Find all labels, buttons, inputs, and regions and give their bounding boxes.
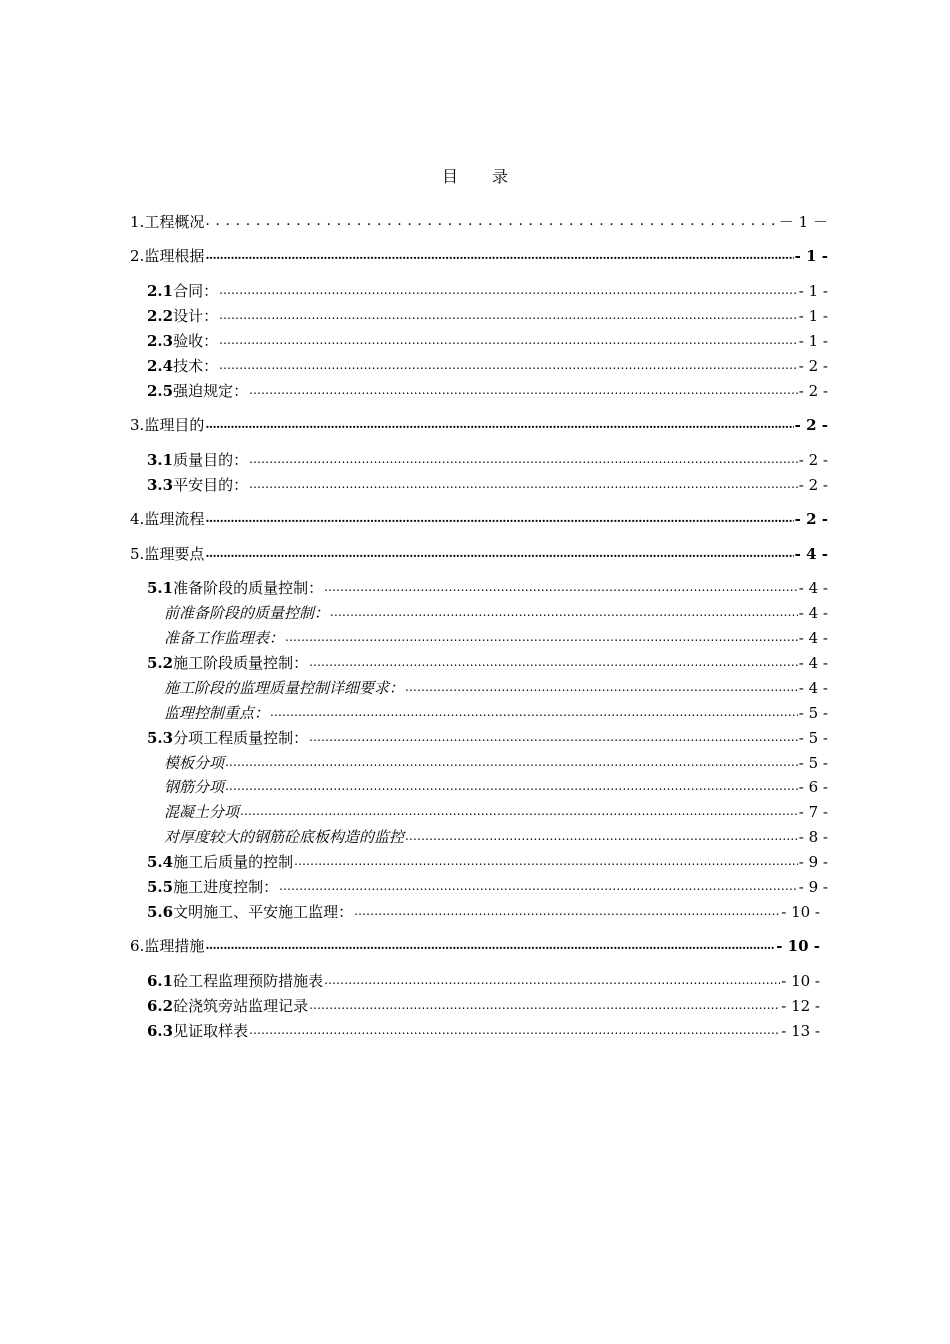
toc-entry-number: 3.3 [147, 476, 174, 494]
toc-entry-25[interactable] [147, 877, 828, 897]
toc-entry-number: 6.2 [147, 997, 174, 1015]
toc-entry-page: - 5 - [798, 754, 828, 772]
toc-entry-number: 5.4 [147, 853, 174, 871]
toc-leader-dots [324, 969, 780, 990]
toc-entry-page: - 2 - [798, 382, 828, 400]
toc-entry-page: - 2 - [794, 416, 828, 434]
toc-entry-label: 混凝土分项 [164, 803, 240, 821]
toc-entry-page: - 1 - [798, 307, 828, 325]
toc-entry-label: 前准备阶段的质量控制： [164, 604, 330, 622]
toc-leader-dots [225, 751, 798, 772]
toc-entry-label: 监理措施 [144, 937, 205, 955]
toc-leader-dots [285, 626, 798, 647]
toc-leader-dots [324, 576, 798, 597]
toc-entry-label: 强迫规定： [173, 382, 249, 400]
toc-entry-number: 2.2 [147, 307, 174, 325]
toc-entry-number: 2.4 [147, 357, 174, 375]
toc-entry-number: 5.1 [147, 579, 174, 597]
toc-entry-page: - 2 - [798, 451, 828, 469]
toc-entry-14[interactable] [164, 603, 828, 623]
toc-entry-24[interactable] [147, 852, 828, 872]
toc-entry-label: 技术： [173, 357, 219, 375]
toc-leader-dots [240, 800, 798, 821]
toc-entry-page: - 2 - [798, 476, 828, 494]
toc-entry-page: - 4 - [798, 629, 828, 647]
toc-entry-29[interactable] [147, 996, 820, 1016]
toc-leader-dots [405, 825, 798, 846]
toc-leader-dots [279, 875, 798, 896]
toc-entry-label: 设计： [173, 307, 219, 325]
toc-entry-19[interactable] [147, 728, 828, 748]
toc-entry-8[interactable] [130, 415, 828, 435]
toc-entry-28[interactable] [147, 971, 820, 991]
toc-leader-dots [294, 850, 798, 871]
toc-entry-number: 5.5 [147, 878, 174, 896]
toc-leader-dots [249, 1019, 780, 1040]
toc-entry-13[interactable] [147, 578, 828, 598]
toc-entry-label: 合同： [173, 282, 219, 300]
toc-entry-number: 3. [130, 416, 145, 434]
toc-leader-dots [249, 448, 798, 469]
toc-entry-5[interactable] [147, 331, 828, 351]
toc-entry-page: - 8 - [798, 828, 828, 846]
toc-entry-number: 3.1 [147, 451, 174, 469]
toc-entry-page: - 2 - [794, 510, 828, 528]
toc-entry-label: 工程概况 [144, 213, 205, 231]
toc-entry-number: 5. [130, 545, 145, 563]
toc-entry-number: 6.1 [147, 972, 174, 990]
toc-entry-22[interactable] [164, 802, 828, 822]
toc-entry-page: - 12 - [781, 997, 820, 1015]
toc-leader-dots [249, 379, 798, 400]
toc-leader-dots [219, 354, 798, 375]
toc-entry-3[interactable] [147, 281, 828, 301]
toc-entry-1[interactable] [130, 212, 828, 232]
toc-entry-label: 砼浇筑旁站监理记录 [173, 997, 309, 1015]
toc-entry-label: 准备阶段的质量控制： [173, 579, 324, 597]
toc-entry-17[interactable] [164, 678, 828, 698]
toc-entry-20[interactable] [164, 753, 828, 773]
toc-entry-number: 5.3 [147, 729, 174, 747]
toc-leader-dots [219, 304, 798, 325]
toc-entry-page: - 13 - [781, 1022, 820, 1040]
toc-entry-12[interactable] [130, 544, 828, 564]
toc-leader-dots [249, 473, 798, 494]
toc-leader-dots [205, 210, 778, 231]
toc-entry-27[interactable] [130, 936, 820, 956]
toc-leader-dots [309, 994, 780, 1015]
toc-entry-number: 6. [130, 937, 145, 955]
toc-entry-page: - 10 - [781, 903, 820, 921]
toc-entry-page: - 2 - [798, 357, 828, 375]
toc-entry-26[interactable] [147, 902, 820, 922]
toc-entry-9[interactable] [147, 450, 828, 470]
toc-entry-page: - 4 - [794, 545, 828, 563]
toc-entry-number: 5.2 [147, 654, 174, 672]
toc-entry-number: 4. [130, 510, 145, 528]
toc-entry-18[interactable] [164, 703, 828, 723]
toc-entry-label: 施工阶段的监理质量控制详细要求： [164, 679, 405, 697]
toc-entry-number: 2.1 [147, 282, 174, 300]
toc-leader-dots [405, 676, 798, 697]
toc-entry-label: 施工进度控制： [173, 878, 279, 896]
toc-entry-label: 监理流程 [144, 510, 205, 528]
toc-entry-page: - 1 - [794, 247, 828, 265]
toc-entry-label: 监理要点 [144, 545, 205, 563]
toc-entry-7[interactable] [147, 381, 828, 401]
toc-entry-page: - 4 - [798, 679, 828, 697]
toc-leader-dots [225, 775, 798, 796]
toc-entry-page: - 4 - [798, 604, 828, 622]
toc-entry-10[interactable] [147, 475, 828, 495]
toc-entry-number: 2.5 [147, 382, 174, 400]
toc-leader-dots [219, 329, 798, 350]
toc-entry-15[interactable] [164, 628, 828, 648]
toc-entry-2[interactable] [130, 246, 828, 266]
toc-leader-dots [330, 601, 798, 622]
toc-entry-page: - 1 - [798, 282, 828, 300]
toc-entry-label: 监理目的 [144, 416, 205, 434]
toc-leader-dots [309, 726, 798, 747]
toc-entry-page: - 9 - [798, 853, 828, 871]
toc-entry-label: 验收： [173, 332, 219, 350]
toc-entry-number: 5.6 [147, 903, 174, 921]
toc-entry-label: 质量目的： [173, 451, 249, 469]
toc-entry-label: 施工阶段质量控制： [173, 654, 309, 672]
toc-entry-label: 对厚度较大的钢筋砼底板构造的监控 [164, 828, 405, 846]
toc-leader-dots [354, 900, 780, 921]
toc-entry-number: 2. [130, 247, 145, 265]
toc-entry-label: 砼工程监理预防措施表 [173, 972, 324, 990]
toc-entry-number: 1. [130, 213, 145, 231]
toc-entry-4[interactable] [147, 306, 828, 326]
toc-entry-page: - 10 - [781, 972, 820, 990]
title-char-2: 录 [492, 167, 509, 186]
toc-leader-dots [205, 244, 793, 265]
toc-entry-page: - 5 - [798, 729, 828, 747]
toc-entry-page: - 10 - [776, 937, 820, 955]
toc-leader-dots [205, 934, 775, 955]
toc-entry-page: - 7 - [798, 803, 828, 821]
toc-leader-dots [309, 651, 798, 672]
toc-entry-label: 文明施工、平安施工监理： [173, 903, 354, 921]
toc-entry-label: 模板分项 [164, 754, 225, 772]
toc-entry-page: - 5 - [798, 704, 828, 722]
toc-entry-21[interactable] [164, 777, 828, 797]
toc-leader-dots [205, 413, 793, 434]
toc-leader-dots [205, 507, 793, 528]
toc-entry-label: 分项工程质量控制： [173, 729, 309, 747]
toc-entry-label: 监理根据 [144, 247, 205, 265]
toc-entry-6[interactable] [147, 356, 828, 376]
toc-entry-label: 平安目的： [173, 476, 249, 494]
toc-leader-dots [270, 701, 798, 722]
toc-entry-page: － 1 － [778, 213, 828, 231]
toc-leader-dots [205, 542, 793, 563]
toc-leader-dots [219, 279, 798, 300]
toc-entry-page: - 4 - [798, 579, 828, 597]
toc-entry-page: - 1 - [798, 332, 828, 350]
toc-entry-label: 见证取样表 [173, 1022, 249, 1040]
toc-entry-30[interactable] [147, 1021, 820, 1041]
toc-entry-11[interactable] [130, 509, 828, 529]
toc-entry-number: 2.3 [147, 332, 174, 350]
toc-entry-23[interactable] [164, 827, 828, 847]
toc-entry-16[interactable] [147, 653, 828, 673]
toc-entry-label: 监理控制重点： [164, 704, 270, 722]
toc-entry-label: 施工后质量的控制 [173, 853, 294, 871]
toc-entry-page: - 4 - [798, 654, 828, 672]
toc-entry-number: 6.3 [147, 1022, 174, 1040]
toc-entry-label: 钢筋分项 [164, 778, 225, 796]
toc-entry-page: - 6 - [798, 778, 828, 796]
toc-entry-page: - 9 - [798, 878, 828, 896]
toc-entry-label: 准备工作监理表： [164, 629, 285, 647]
title-char-1: 目 [441, 167, 458, 186]
